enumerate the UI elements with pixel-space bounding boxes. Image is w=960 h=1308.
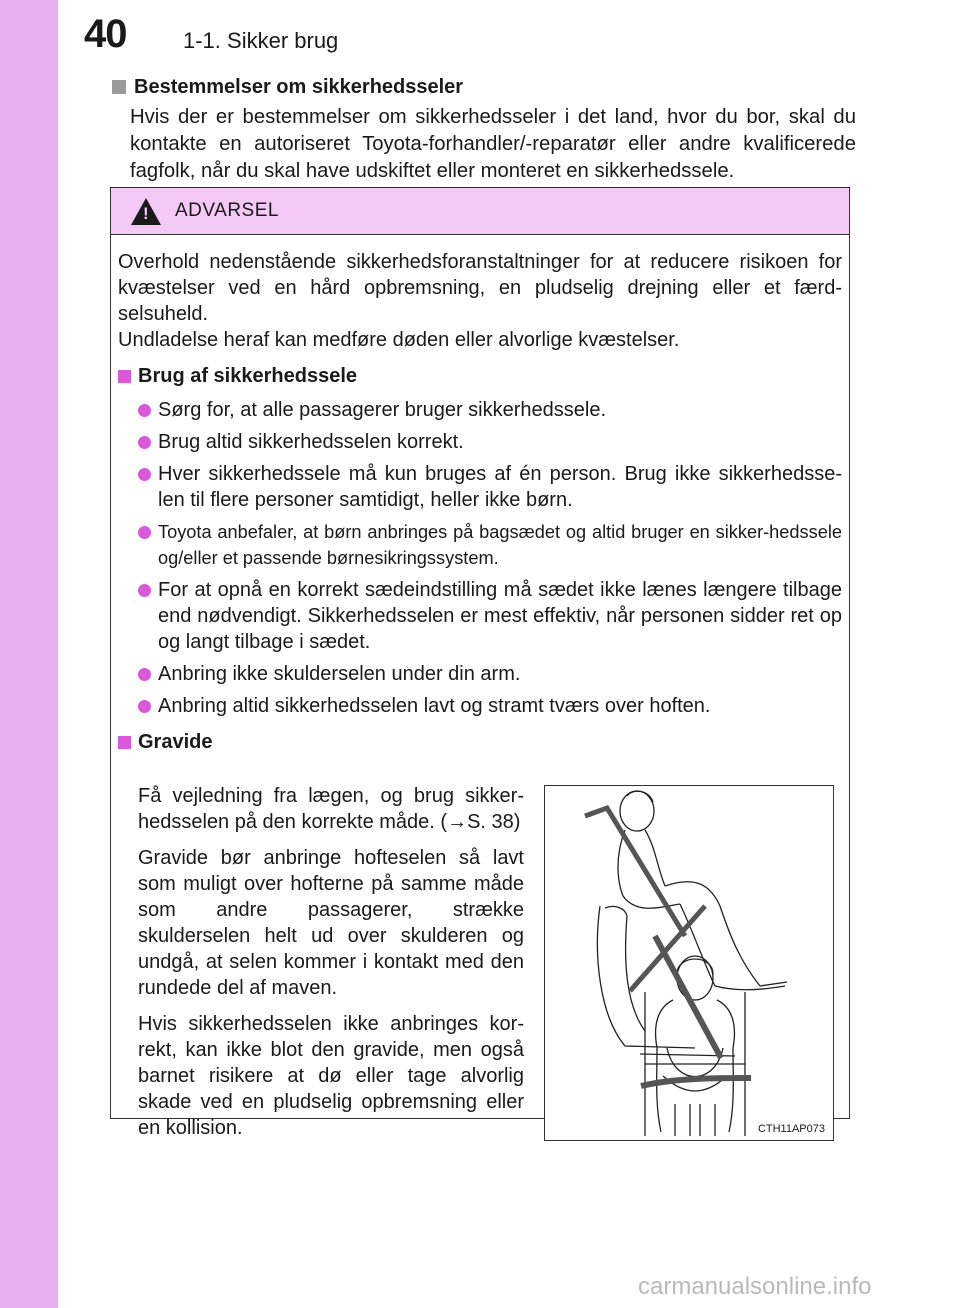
list-item: [138, 397, 842, 423]
pregnant-heading: [118, 727, 842, 757]
warning-title: ADVARSEL: [175, 200, 279, 221]
square-bullet-icon: [118, 370, 131, 383]
pregnant-paragraph: Få vejledning fra lægen, og brug sikker-hedsselen på den korrekte måde. (→S. 38): [138, 785, 524, 833]
list-item-text: Anbring altid sikkerhedsselen lavt og stramt tværs over hoften.: [158, 695, 711, 717]
bullet-dot-icon: [138, 468, 151, 481]
regulations-section: [110, 70, 856, 185]
list-item-text: For at opnå en korrekt sædeindstilling må sædet ikke lænes længere tilbage end nødvendigt. Sikkerhedsselen er mest effektiv, når personen sidder ret op og langt tilbage i sædet.: [158, 579, 842, 653]
bullet-dot-icon: [138, 404, 151, 417]
square-bullet-icon: [112, 80, 126, 94]
list-item-text: Sørg for, at alle passagerer bruger sikkerhedssele.: [158, 399, 606, 421]
list-item: [138, 693, 842, 719]
list-item-text: Hver sikkerhedssele må kun bruges af én person. Brug ikke sikkerhedsse-len til flere personer samtidigt, heller ikke børn.: [158, 463, 842, 511]
warning-body: [111, 235, 849, 1141]
belt-use-heading: [118, 361, 842, 391]
bullet-dot-icon: [138, 584, 151, 597]
pregnant-paragraph: Gravide bør anbringe hofteselen så lavt som muligt over hofterne på samme måde som andre passagerer, strække skulderselen helt ud over skulderen og undgå, at selen kommer i kontakt med den rundede del af maven.: [138, 847, 524, 999]
watermark: carmanualsonline.info: [638, 1273, 872, 1300]
list-item-text: Brug altid sikkerhedsselen korrekt.: [158, 431, 464, 453]
list-item-text: Toyota anbefaler, at børn anbringes på bagsædet og altid bruger en sikker-hedssele og/eller et passende børnesikringssystem.: [158, 522, 842, 568]
pregnant-heading-text: Gravide: [138, 730, 213, 753]
warning-header: [111, 188, 849, 235]
side-tab-strip: [0, 0, 58, 1308]
warning-consequence: Undladelse heraf kan medføre døden eller alvorlige kvæstelser.: [118, 329, 680, 351]
list-item: [138, 461, 842, 513]
warning-box: [110, 187, 850, 1139]
list-item: [138, 429, 842, 455]
bullet-dot-icon: [138, 526, 151, 539]
bullet-dot-icon: [138, 436, 151, 449]
belt-use-heading-text: Brug af sikkerhedssele: [138, 364, 357, 387]
warning-triangle-icon: !: [131, 198, 161, 225]
page-number: 40: [84, 12, 127, 56]
section-heading: [110, 70, 856, 104]
chapter-title: 1-1. Sikker brug: [183, 28, 339, 53]
square-bullet-icon: [118, 736, 131, 749]
pregnant-content: [118, 761, 842, 1141]
section-paragraph: Hvis der er bestemmelser om sikkerhedsseler i det land, hvor du bor, skal du kontakte en autoriseret Toyota-forhandler/-reparatør eller andre kvalificerede fagfolk, når du skal have udskiftet eller monteret en sikkerhedssele.: [130, 106, 856, 182]
list-item: [138, 519, 842, 571]
pregnant-seatbelt-illustration: [544, 785, 834, 1141]
bullet-dot-icon: [138, 668, 151, 681]
warning-intro: Overhold nedenstående sikkerhedsforanstaltninger for at reducere risikoen for kvæstelser ved en hård opbremsning, en pludselig drejning eller et færd-selsuheld.: [118, 251, 842, 325]
figure-code: CTH11AP073: [757, 1123, 825, 1135]
list-item-text: Anbring ikke skulderselen under din arm.: [158, 663, 521, 685]
bullet-dot-icon: [138, 700, 151, 713]
pregnant-paragraph: Hvis sikkerhedsselen ikke anbringes kor-rekt, kan ikke blot den gravide, men også barnet risikere at dø eller tage alvorlig skade ved en pludselig opbremsning eller en kollision.: [138, 1013, 524, 1139]
seatbelt-figure-drawing: [545, 786, 833, 1140]
list-item: [138, 661, 842, 687]
section-heading-text: Bestemmelser om sikkerhedsseler: [134, 75, 464, 98]
list-item: [138, 577, 842, 655]
pregnant-text-column: [138, 783, 524, 1151]
